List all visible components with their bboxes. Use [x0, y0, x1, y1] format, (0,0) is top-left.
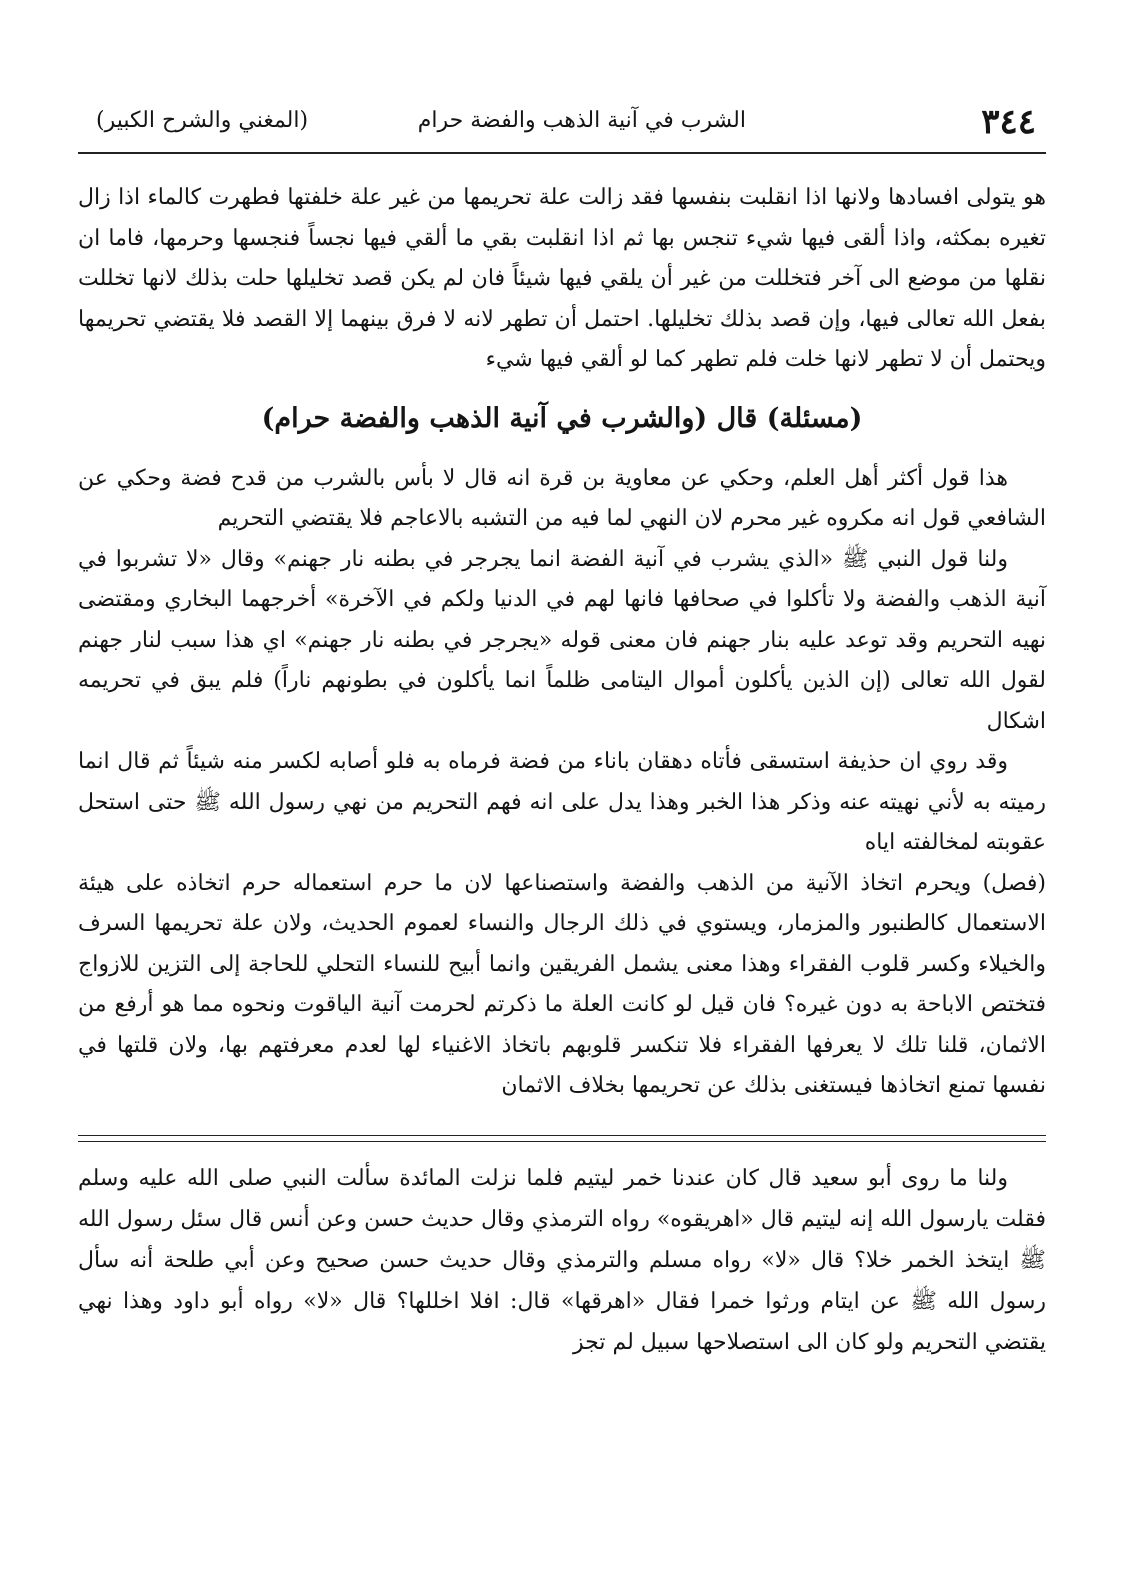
page-number: ٣٤٤: [981, 102, 1036, 142]
paragraph: هذا قول أكثر أهل العلم، وحكي عن معاوية بن قرة انه قال لا بأس بالشرب من قدح فضة وحكي عن الشافعي قول انه مكروه غير محرم لان النهي لما فيه من التشبه بالاعاجم فلا يقتضي التحريم: [78, 465, 1046, 531]
section-heading: (مسئلة) قال (والشرب في آنية الذهب والفضة حرام): [261, 402, 863, 434]
paragraph-continued: هو يتولى افسادها ولانها اذا انقلبت بنفسها فقد زالت علة تحريمها من غير علة خلفتها فطهرت كالماء اذا زال تغيره بمكثه، واذا ألقى فيها شيء تنجس بها ثم اذا انقلبت بقي ما ألقي فيها نجساً فنجسها وحرمها، فاما ان نقلها من موضع الى آخر فتخللت من غير أن يلقي فيها شيئاً فان لم يكن قصد تخليلها حلت بذلك لانها تخللت بفعل الله تعالى فيها، وإن قصد بذلك تخليلها. احتمل أن تطهر لانه لا فرق بينهما إلا القصد فلا يقتضي تحريمها ويحتمل أن لا تطهر لانها خلت فلم تطهر كما لو ألقي فيها شيء: [78, 185, 1047, 372]
running-title: الشرب في آنية الذهب والفضة حرام: [417, 108, 746, 133]
page-header: [78, 100, 1046, 152]
footnote-section: [78, 1158, 1046, 1363]
paragraph-fasl: (فصل) ويحرم اتخاذ الآنية من الذهب والفضة واستصناعها لان ما حرم استعماله حرم اتخاذه على هيئة الاستعمال كالطنبور والمزمار، ويستوي في ذلك الرجال والنساء لعموم الحديث، ولان علة تحريمها السرف والخيلاء وكسر قلوب الفقراء وهذا معنى يشمل الفريقين وانما أبيح للنساء التحلي للحاجة إلى التزين للازواج فتختص الاباحة به دون غيره؟ فان قيل لو كانت العلة ما ذكرتم لحرمت آنية الياقوت ونحوه مما هو أرفع من الاثمان، قلنا تلك لا يعرفها الفقراء فلا تنكسر قلوبهم باتخاذ الاغنياء لها لعدم معرفتهم بها، ولان قلتها في نفسها تمنع اتخاذها فيستغنى بذلك عن تحريمها بخلاف الاثمان: [78, 870, 1046, 1098]
main-text: [78, 178, 1046, 1107]
paragraph: وقد روي ان حذيفة استسقى فأتاه دهقان باناء من فضة فرماه به فلو أصابه لكسر منه شيئاً ثم قال انما رميته به لأني نهيته عنه وذكر هذا الخبر وهذا يدل على انه فهم التحريم من نهي رسول الله ﷺ حتى استحل عقوبته لمخالفته اياه: [78, 749, 1046, 855]
book-page: [78, 100, 1046, 1363]
book-title: (المغني والشرح الكبير): [96, 108, 309, 133]
paragraph: ولنا قول النبي ﷺ «الذي يشرب في آنية الفضة انما يجرجر في بطنه نار جهنم» وقال «لا تشربوا في آنية الذهب والفضة ولا تأكلوا في صحافها فانها لهم في الدنيا ولكم في الآخرة» أخرجهما البخاري ومقتضى نهيه التحريم وقد توعد عليه بنار جهنم فان معنى قوله «يجرجر في بطنه نار جهنم» اي هذا سبب لنار جهنم لقول الله تعالى (إن الذين يأكلون أموال اليتامى ظلماً انما يأكلون في بطونهم ناراً) فلم يبق في تحريمه اشكال: [78, 546, 1046, 734]
footnote-paragraph: ولنا ما روى أبو سعيد قال كان عندنا خمر ليتيم فلما نزلت المائدة سألت النبي صلى الله عليه وسلم فقلت يارسول الله إنه ليتيم قال «اهريقوه» رواه الترمذي وقال حديث حسن وعن أنس قال سئل رسول الله ﷺ ايتخذ الخمر خلا؟ قال «لا» رواه مسلم والترمذي وقال حديث حسن صحيح وعن أبي طلحة أنه سأل رسول الله ﷺ عن ايتام ورثوا خمرا فقال «اهرقها» قال: افلا اخللها؟ قال «لا» رواه أبو داود وهذا نهي يقتضي التحريم ولو كان الى استصلاحها سبيل لم تجز: [78, 1165, 1046, 1355]
footnote-divider: [78, 1135, 1046, 1142]
header-rule: [78, 152, 1046, 154]
